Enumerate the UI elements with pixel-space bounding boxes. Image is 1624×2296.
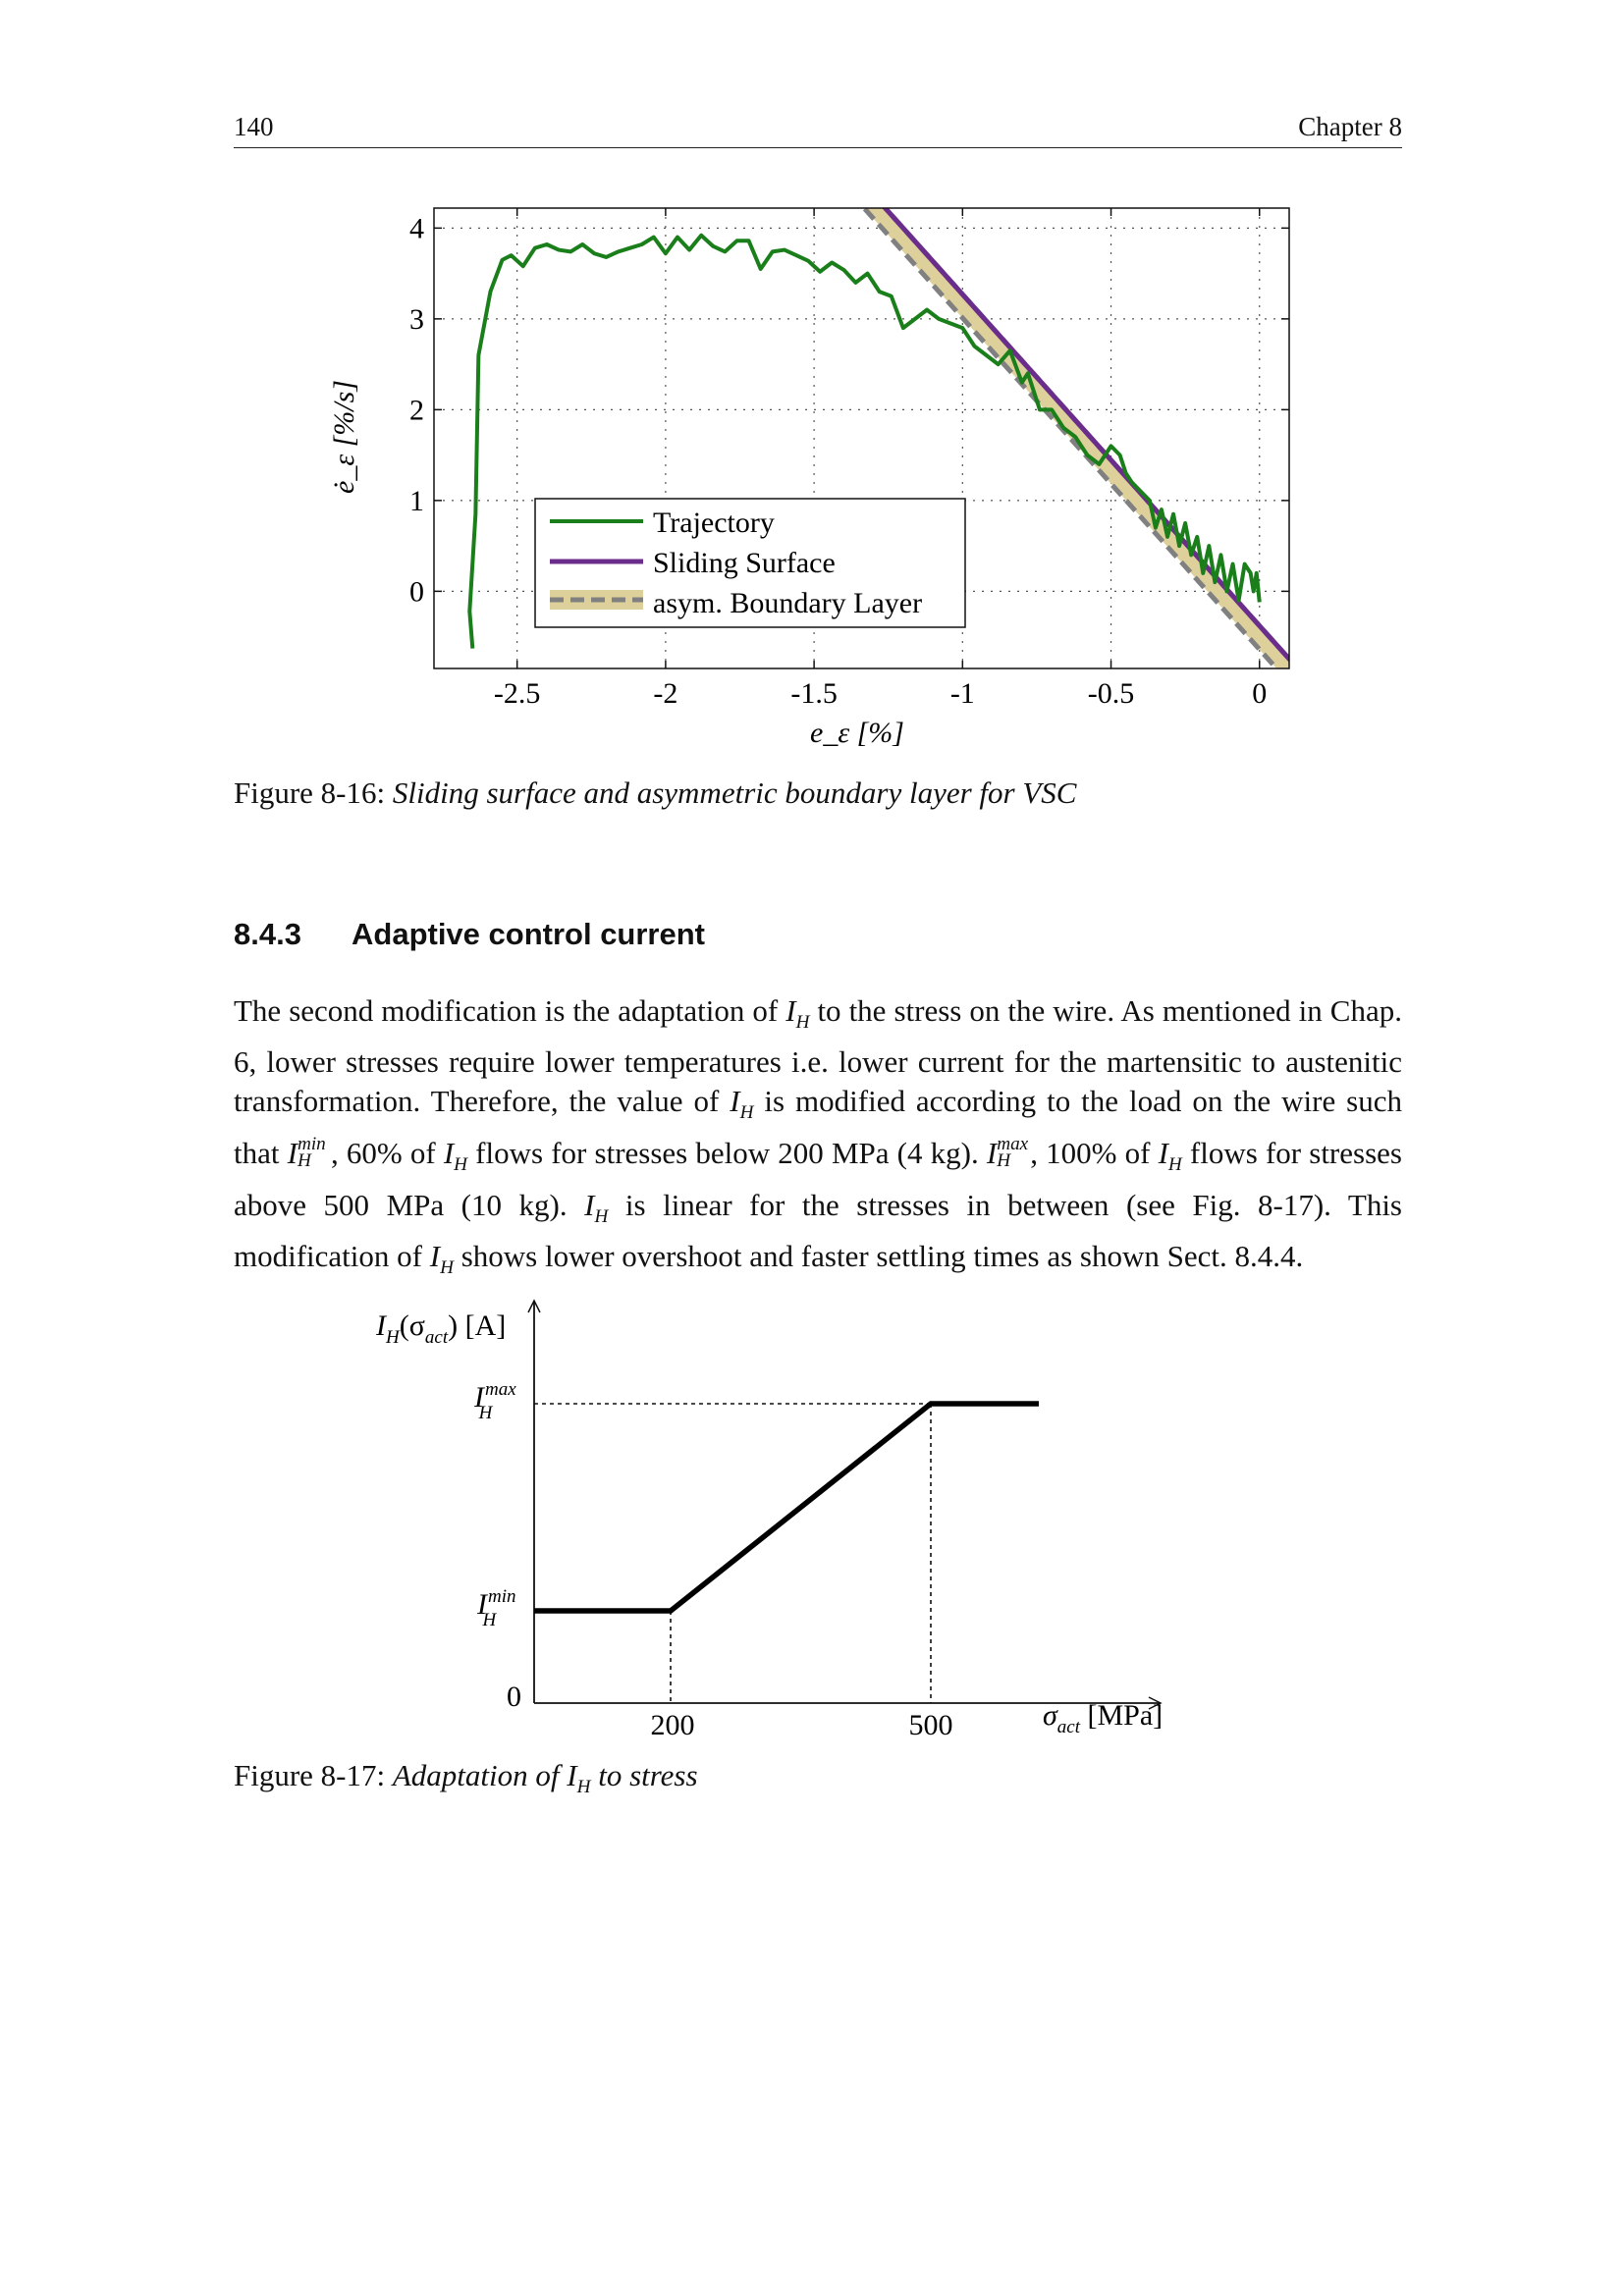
section-title: Adaptive control current — [352, 917, 705, 951]
caption-label: Figure 8-17: — [234, 1758, 386, 1792]
y-tick-imax: $I^{max}$ H — [474, 1379, 516, 1423]
legend-boundary-label: asym. Boundary Layer — [653, 587, 923, 619]
x-tick-label: -1 — [949, 677, 975, 710]
y-tick-label: 2 — [409, 394, 424, 427]
y-tick-imin: $I^{min}$ H — [477, 1586, 516, 1630]
section-heading — [234, 917, 705, 952]
caption-text: Sliding surface and asymmetric boundary layer for VSC — [392, 775, 1077, 810]
y-axis-label: $I_H(\sigma_{act})$ [A] — [376, 1309, 507, 1348]
caption-text: Adaptation of $I_H$ to stress — [392, 1758, 698, 1798]
y-axis-label: ė_ε [%/s] — [328, 380, 360, 494]
y-tick-label: 0 — [409, 575, 424, 609]
legend-sliding-label: Sliding Surface — [653, 547, 836, 579]
section-number: 8.4.3 — [234, 917, 301, 951]
x-axis-label: e_ε [%] — [810, 717, 904, 749]
x-tick-label: -2 — [653, 677, 678, 710]
x-tick-label: -0.5 — [1087, 677, 1135, 710]
chapter-label: Chapter 8 — [1298, 112, 1402, 141]
symbol-ih: $I_H$ — [429, 1238, 454, 1278]
symbol-ih: $I_H$ — [584, 1187, 609, 1227]
figure-8-17-chart — [363, 1291, 1218, 1752]
x-tick-200: 200 — [650, 1709, 695, 1741]
symbol-ih-max: I max H — [986, 1133, 1029, 1172]
figure-8-17-caption — [234, 1758, 698, 1798]
legend — [535, 499, 965, 627]
x-tick-500: 500 — [908, 1709, 953, 1741]
body-paragraph: The second modification is the adaptation of $I_H$ to the stress on the wire. As mentioned in Chap. 6, lower stresses require lower temperatures i.e. lower current for the martensitic to austenitic transformation. Therefore, the value of $I_H$ is modified according to the load on the wire such that I min H , 60% of $I_H$ flows for stresses below 200 MPa (4 kg). I max H , 100% of $I_H$ flows for stresses above 500 MPa (10 kg). $I_H$ is linear for the stresses in between (see Fig. 8-17). This modification of $I_H$ shows lower overshoot and faster settling times as shown Sect. 8.4.4. — [234, 993, 1402, 1278]
figure-8-16-caption — [234, 775, 1076, 811]
caption-label: Figure 8-16: — [234, 775, 386, 810]
page-number: 140 — [234, 112, 274, 141]
y-tick-zero: 0 — [507, 1681, 521, 1713]
legend-trajectory-label: Trajectory — [653, 507, 775, 539]
x-axis-label: $\sigma_{act}$ [MPa] — [1043, 1699, 1164, 1737]
symbol-ih: $I_H$ — [785, 993, 810, 1034]
figure-8-16-chart — [314, 191, 1316, 761]
page-header — [234, 112, 1402, 148]
symbol-ih: $I_H$ — [730, 1084, 754, 1124]
y-tick-label: 4 — [409, 212, 424, 245]
y-tick-label: 1 — [409, 484, 424, 517]
symbol-ih-min: I min H — [287, 1133, 326, 1172]
symbol-ih: $I_H$ — [1158, 1136, 1182, 1176]
symbol-ih: $I_H$ — [443, 1136, 468, 1176]
x-tick-label: -1.5 — [790, 677, 838, 710]
x-tick-label: -2.5 — [493, 677, 541, 710]
y-tick-label: 3 — [409, 302, 424, 336]
adaptation-curve — [534, 1404, 1039, 1611]
x-tick-label: 0 — [1252, 677, 1268, 710]
